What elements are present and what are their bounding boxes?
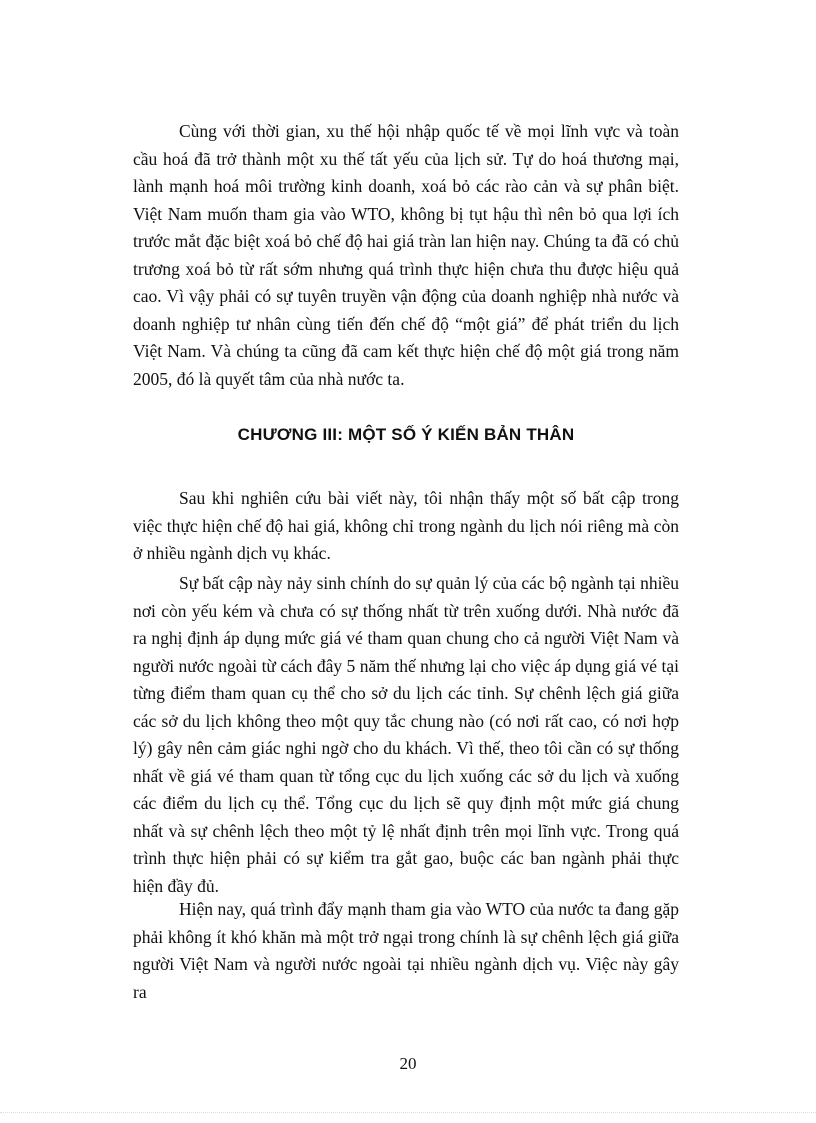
page-number: 20 — [399, 1054, 417, 1073]
paragraph-text: Sự bất cập này nảy sinh chính do sự quản lý của các bộ ngành tại nhiều nơi còn yếu kém và chưa có sự thống nhất từ trên xuống dưới. Nhà nước đã ra nghị định áp dụng mức giá vé tham quan chung cho cả người Việt Nam và người nước ngoài từ cách đây 5 năm thế nhưng lại cho việc áp dụng giá vé tại từng điểm tham quan cụ thể cho sở du lịch các tỉnh. Sự chênh lệch giá giữa các sở du lịch không theo một quy tắc chung nào (có nơi rất cao, có nơi hợp lý) gây nên cảm giác nghi ngờ cho du khách. Vì thế, theo tôi cần có sự thống nhất về giá vé tham quan từ tổng cục du lịch xuống các sở du lịch và xuống các điểm du lịch cụ thể. Tổng cục du lịch sẽ quy định một mức giá chung nhất và sự chênh lệch theo một tỷ lệ nhất định trên mọi lĩnh vực. Trong quá trình thực hiện phải có sự kiểm tra gắt gao, buộc các ban ngành phải thực hiện đầy đủ. — [133, 573, 679, 896]
paragraph-text: Sau khi nghiên cứu bài viết này, tôi nhận thấy một số bất cập trong việc thực hiện chế độ hai giá, không chỉ trong ngành du lịch nói riêng mà còn ở nhiều ngành dịch vụ khác. — [133, 488, 679, 563]
paragraph-intro — [133, 118, 679, 393]
paragraph-observation — [133, 485, 679, 568]
paragraph-wto — [133, 896, 679, 1006]
chapter-heading: CHƯƠNG III: MỘT SỐ Ý KIẾN BẢN THÂN — [237, 425, 575, 444]
paragraph-cause — [133, 570, 679, 900]
paragraph-text: Cùng với thời gian, xu thế hội nhập quốc tế về mọi lĩnh vực và toàn cầu hoá đã trở thành một xu thế tất yếu của lịch sử. Tự do hoá thương mại, lành mạnh hoá môi trường kinh doanh, xoá bỏ các rào cản và sự phân biệt. Việt Nam muốn tham gia vào WTO, không bị tụt hậu thì nên bỏ qua lợi ích trước mắt đặc biệt xoá bỏ chế độ hai giá tràn lan hiện nay. Chúng ta đã có chủ trương xoá bỏ từ rất sớm nhưng quá trình thực hiện chưa thu được hiệu quả cao. Vì vậy phải có sự tuyên truyền vận động của doanh nghiệp nhà nước và doanh nghiệp tư nhân cùng tiến đến chế độ “một giá” để phát triển du lịch Việt Nam. Và chúng ta cũng đã cam kết thực hiện chế độ một giá trong năm 2005, đó là quyết tâm của nhà nước ta. — [133, 121, 679, 389]
paragraph-text: Hiện nay, quá trình đẩy mạnh tham gia vào WTO của nước ta đang gặp phải không ít khó khăn mà một trở ngại trong chính là sự chênh lệch giá giữa người Việt Nam và người nước ngoài tại nhiều ngành dịch vụ. Việc này gây ra — [133, 899, 679, 1002]
footer-divider — [0, 1112, 816, 1113]
